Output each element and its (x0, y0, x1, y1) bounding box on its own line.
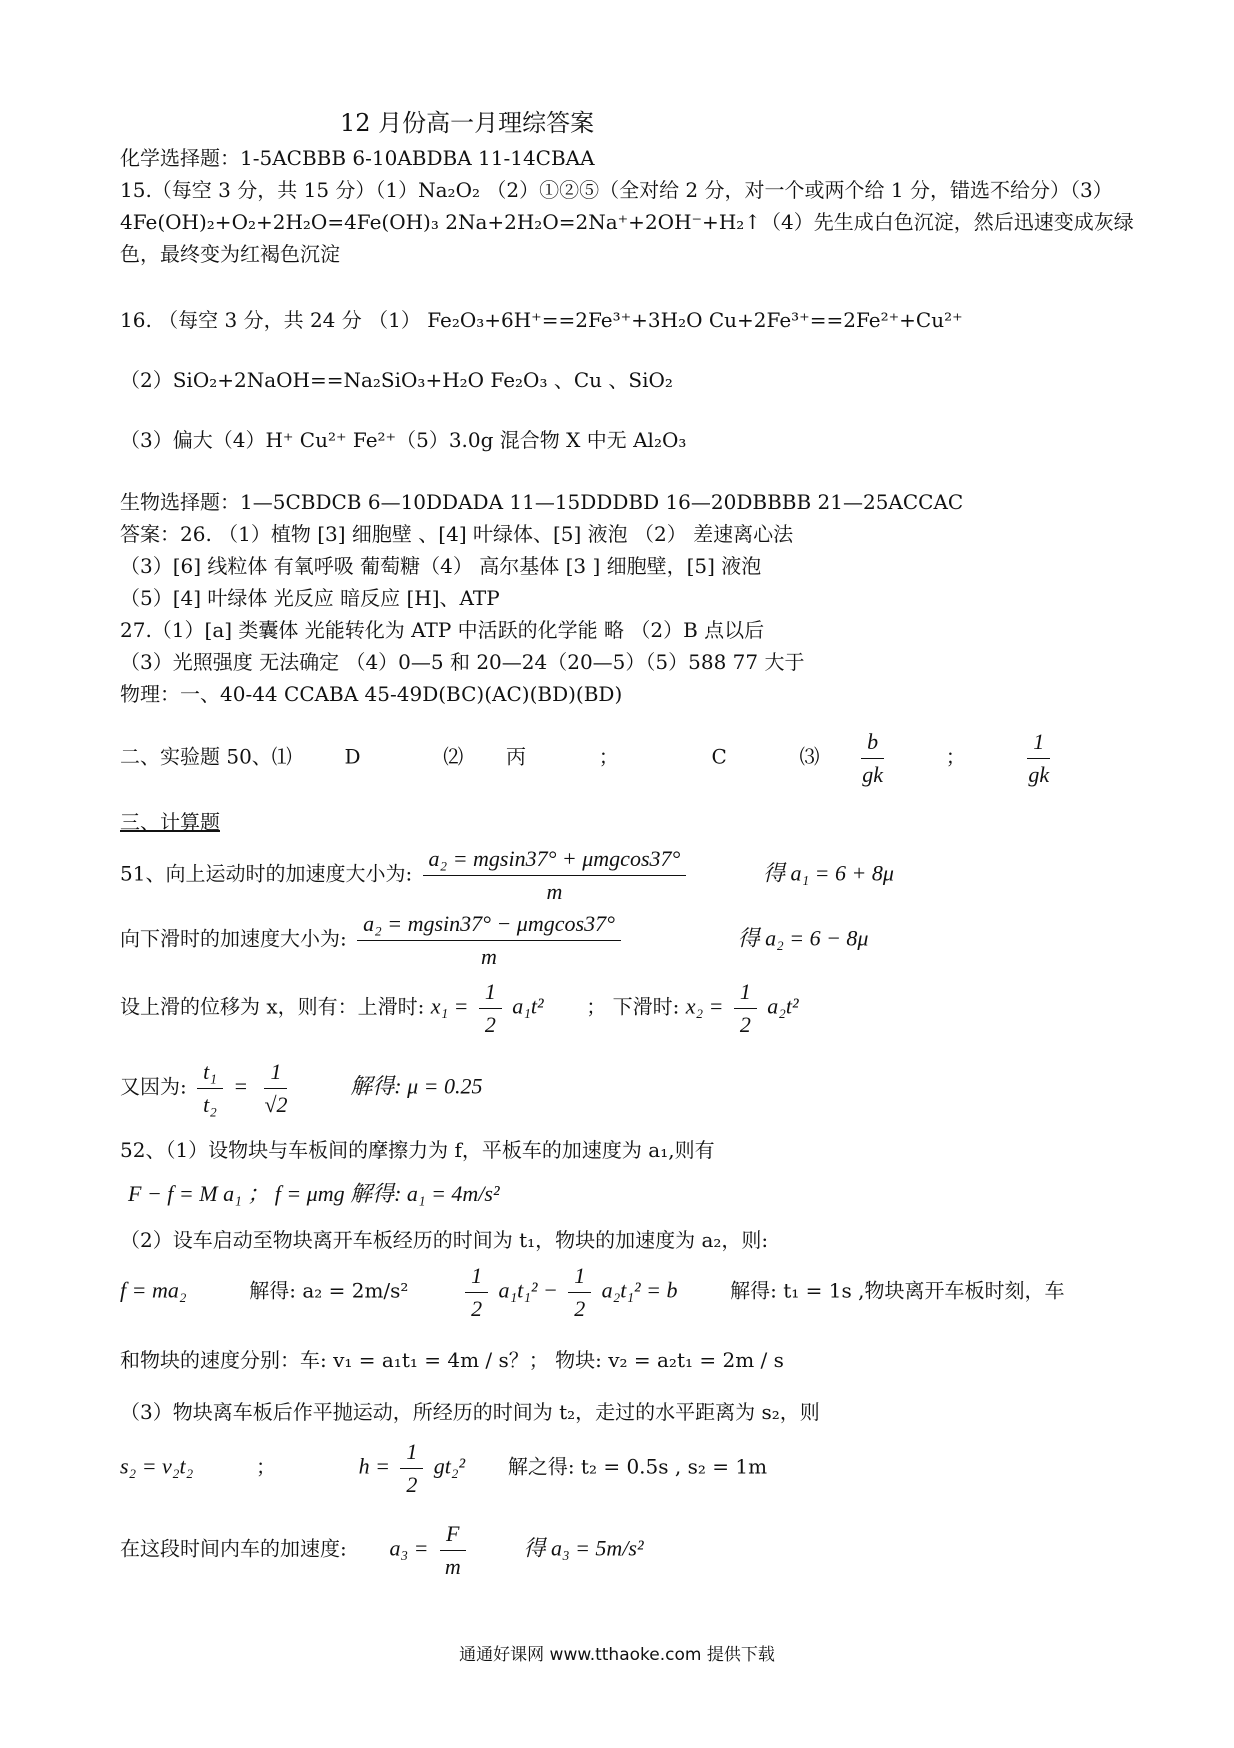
exp-separator-2: ； (945, 744, 966, 769)
exp-answer-3: C (711, 744, 727, 769)
exp-fraction-1-den: gk (862, 761, 883, 787)
exp-answer-2-label: ⑵ (443, 744, 464, 769)
q52-h-solve: 解之得: t₂ = 0.5s , s₂ = 1m (507, 1454, 768, 1479)
q51-x2-lhs: x₂ = (685, 993, 724, 1019)
exp-answer-4-label: ⑶ (799, 744, 820, 769)
q52-acc-line (120, 1520, 644, 1580)
calc-heading: 三、计算题 (120, 810, 220, 834)
q52-h-half (400, 1438, 423, 1498)
q52-a3-den: m (444, 1553, 461, 1579)
q52-eq2-half-2 (568, 1262, 591, 1322)
chem-q15-line2: 4Fe(OH)₂+O₂+2H₂O=4Fe(OH)₃ 2Na+2H₂O=2Na⁺+2OH⁻+H₂↑（4）先生成白色沉淀，然后迅速变成灰绿 (120, 210, 1134, 234)
q51-down-line (120, 910, 868, 970)
q52-h-half-num: 1 (400, 1438, 423, 1469)
q52-part3: （3）物块离车板后作平抛运动，所经历的时间为 t₂，走过的水平距离为 s₂，则 (120, 1400, 820, 1424)
q52-h-rhs: gt₂² (433, 1453, 466, 1479)
q52-s2-line (120, 1438, 767, 1498)
q51-down-fraction (357, 910, 621, 970)
q51-t1: t₁ (197, 1058, 223, 1089)
q51-disp-label: 设上滑的位移为 x，则有：上滑时: (120, 994, 425, 1019)
q52-eq2d: a₂t₁² = b (601, 1277, 678, 1303)
chem-q16-line1: 16. （每空 3 分，共 24 分 （1） Fe₂O₃+6H⁺==2Fe³⁺+3H₂O Cu+2Fe³⁺==2Fe²⁺+Cu²⁺ (120, 308, 963, 332)
phys-experiment-line (120, 728, 1059, 788)
q51-t-ratio (197, 1058, 223, 1118)
q51-displacement-line (120, 978, 799, 1038)
q52-part1: 52、（1）设物块与车板间的摩擦力为 f，平板车的加速度为 a₁,则有 (120, 1138, 715, 1162)
q51-ratio-line (120, 1058, 482, 1118)
chem-choice-answers: 化学选择题：1-5ACBBB 6-10ABDBA 11-14CBAA (120, 146, 595, 170)
bio-q27-line1: 27.（1）[a] 类囊体 光能转化为 ATP 中活跃的化学能 略 （2）B 点以后 (120, 618, 765, 642)
q52-eq2-line (120, 1262, 1065, 1322)
q51-ratio-label: 又因为: (120, 1074, 187, 1099)
q51-disp-mid: ； 下滑时: (586, 994, 680, 1019)
exp-answer-2: 丙 (506, 744, 527, 769)
q51-up-fraction (423, 845, 687, 905)
q51-x1-rhs: a₁t² (512, 993, 544, 1019)
q51-up-label: 51、向上运动时的加速度大小为: (120, 861, 413, 886)
page-title: 12 月份高一月理综答案 (340, 109, 595, 137)
q52-a3-num: F (440, 1520, 465, 1551)
q52-eq2-half-1 (465, 1262, 488, 1322)
q52-a3-lhs: a₃ = (389, 1535, 429, 1561)
q51-down-result: 得 a₂ = 6 − 8μ (737, 925, 869, 951)
q52-half-2-num: 1 (568, 1262, 591, 1293)
chem-q15-line1: 15.（每空 3 分，共 15 分）（1）Na₂O₂ （2）①②⑤（全对给 2 分，对一个或两个给 1 分，错选不给分）（3） (120, 178, 1113, 202)
q52-h-half-den: 2 (406, 1471, 418, 1497)
q52-acc-label: 在这段时间内车的加速度: (120, 1536, 347, 1561)
bio-choice-answers: 生物选择题：1—5CBDCB 6—10DDADA 11—15DDDBD 16—20DBBBB 21—25ACCAC (120, 490, 964, 514)
q52-velocity: 和物块的速度分别：车: v₁ = a₁t₁ = 4m / s？； 物块: v₂ = a₂t₁ = 2m / s (120, 1348, 784, 1372)
q51-ratio-num: 1 (264, 1058, 287, 1089)
exp-fraction-2-num: 1 (1027, 728, 1050, 759)
q51-ratio-den: √2 (264, 1091, 288, 1117)
q51-t2: t₂ (203, 1091, 217, 1117)
chem-q16-line2: （2）SiO₂+2NaOH==Na₂SiO₃+H₂O Fe₂O₃ 、Cu 、SiO₂ (120, 368, 673, 392)
chem-q15-line3: 色，最终变为红褐色沉淀 (120, 242, 340, 266)
q52-half-1-num: 1 (465, 1262, 488, 1293)
q51-down-label: 向下滑时的加速度大小为: (120, 926, 347, 951)
q51-x2-rhs: a₂t² (767, 993, 799, 1019)
q51-down-den: m (481, 943, 497, 969)
exp-fraction-2 (1022, 728, 1055, 788)
q52-half-1-den: 2 (471, 1295, 483, 1321)
q51-up-den: m (546, 878, 563, 904)
q52-a3-result: 得 a₃ = 5m/s² (523, 1535, 644, 1561)
q52-s2: s₂ = v₂t₂ (120, 1453, 194, 1479)
bio-q26-line2: （3）[6] 线粒体 有氧呼吸 葡萄糖（4） 高尔基体 [3 ] 细胞壁，[5] 液泡 (120, 554, 762, 578)
q51-ratio-eq: = (233, 1073, 249, 1099)
q51-x2-half (734, 978, 757, 1038)
exp-label: 二、实验题 50、⑴ (120, 744, 292, 769)
q52-a3-fraction (439, 1520, 467, 1580)
q51-x2-half-den: 2 (739, 1011, 751, 1037)
bio-q26-line3: （5）[4] 叶绿体 光反应 暗反应 [H]、ATP (120, 586, 500, 610)
q52-part2: （2）设车启动至物块离开车板经历的时间为 t₁，物块的加速度为 a₂，则: (120, 1228, 769, 1252)
q51-up-line (120, 845, 894, 905)
chem-q16-line3: （3）偏大（4）H⁺ Cu²⁺ Fe²⁺（5）3.0g 混合物 X 中无 Al₂O₃ (120, 428, 687, 452)
q51-x1-lhs: x₁ = (430, 993, 469, 1019)
q52-eq2a: f = ma₂ (120, 1277, 187, 1303)
q52-sep: ； (255, 1454, 276, 1479)
q52-h-lhs: h = (358, 1453, 391, 1479)
q51-x1-half-num: 1 (479, 978, 502, 1009)
q51-x1-half-den: 2 (484, 1011, 496, 1037)
q52-eq1: F − f = M a₁ ； f = μmg 解得: a₁ = 4m/s² (128, 1181, 500, 1206)
exp-answer-1: D (344, 744, 361, 769)
exp-separator-1: ； (598, 744, 619, 769)
q51-solve: 解得: μ = 0.25 (350, 1073, 483, 1099)
q52-half-2-den: 2 (574, 1295, 586, 1321)
q51-up-result: 得 a₁ = 6 + 8μ (763, 860, 894, 886)
bio-q27-line2: （3）光照强度 无法确定 （4）0—5 和 20—24（20—5）（5）588 77 大于 (120, 650, 805, 674)
exp-fraction-2-den: gk (1028, 761, 1050, 787)
exp-fraction-1-num: b (861, 728, 884, 759)
q51-x1-half (479, 978, 502, 1038)
q52-eq2c: a₁t₁² − (498, 1277, 558, 1303)
phys-choice-answers: 物理：一、40-44 CCABA 45-49D(BC)(AC)(BD)(BD) (120, 682, 623, 706)
q52-eq2b: 解得: a₂ = 2m/s² (249, 1278, 409, 1303)
bio-q26-line1: 答案：26. （1）植物 [3] 细胞壁 、[4] 叶绿体、[5] 液泡 （2） 差速离心法 (120, 522, 794, 546)
q51-up-num: a₂ = mgsin37° + μmgcos37° (423, 845, 687, 876)
footer-source: 通通好课网 www.tthaoke.com 提供下载 (459, 1645, 775, 1665)
q51-ratio-value (258, 1058, 293, 1118)
q52-eq2e: 解得: t₁ = 1s ,物块离开车板时刻，车 (730, 1278, 1065, 1303)
exp-fraction-1 (856, 728, 889, 788)
q51-x2-half-num: 1 (734, 978, 757, 1009)
q51-down-num: a₂ = mgsin37° − μmgcos37° (357, 910, 621, 941)
